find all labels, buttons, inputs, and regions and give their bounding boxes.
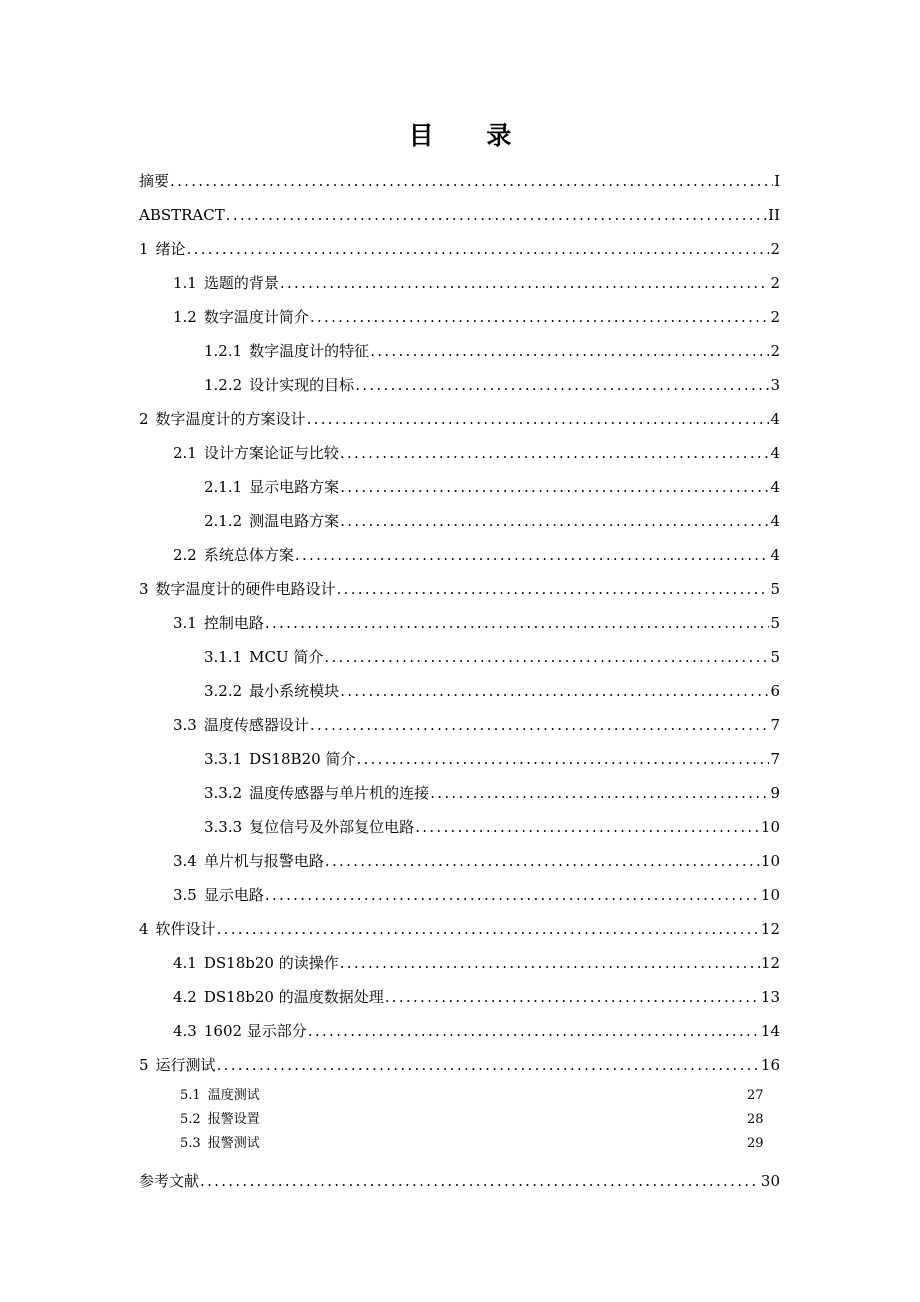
toc-entry-title: MCU 简介: [249, 648, 324, 666]
toc-page-number: 12: [760, 954, 780, 972]
toc-entry-number: 1.2: [173, 308, 197, 326]
toc-entry-number: 1.1: [173, 274, 197, 292]
toc-entry-number: 3.1: [173, 614, 197, 632]
toc-entry[interactable]: [139, 402, 780, 436]
toc-entry[interactable]: [139, 1132, 780, 1156]
toc-entry[interactable]: [139, 1084, 780, 1108]
toc-entry-title: 复位信号及外部复位电路: [249, 818, 415, 836]
dot-leader: [280, 266, 770, 300]
toc-entry[interactable]: [139, 164, 780, 198]
dot-leader: [430, 776, 769, 810]
toc-entry[interactable]: [139, 980, 780, 1014]
toc-entry-number: 5: [139, 1056, 149, 1074]
toc-page-number: 14: [760, 1022, 780, 1040]
toc-entry[interactable]: [139, 266, 780, 300]
dot-leader: [370, 334, 769, 368]
toc-page-number: 10: [760, 818, 780, 836]
dot-leader: [355, 368, 769, 402]
toc-entry-title: 报警测试: [207, 1136, 260, 1151]
toc-entry[interactable]: [139, 1164, 780, 1198]
dot-leader: [308, 1014, 760, 1048]
toc-page-number: 4: [770, 546, 780, 564]
dot-leader: [310, 300, 770, 334]
dot-leader: [340, 504, 769, 538]
toc-entry-title: 测温电路方案: [249, 512, 340, 530]
toc-entry-title: 温度传感器与单片机的连接: [249, 784, 430, 802]
toc-entry-number: 1: [139, 240, 149, 258]
toc-page-number: 28: [747, 1112, 764, 1127]
toc-entry[interactable]: [139, 674, 780, 708]
dot-leader: [340, 946, 760, 980]
toc-entry-number: 2.1: [173, 444, 197, 462]
dot-leader: [340, 436, 770, 470]
toc-entry-title: 报警设置: [207, 1112, 260, 1127]
toc-entry-number: 3.5: [173, 886, 197, 904]
toc-entry[interactable]: [139, 1048, 780, 1082]
toc-page-number: 10: [760, 886, 780, 904]
toc-entry-number: 2.1.1: [204, 478, 243, 496]
dot-leader: [340, 674, 769, 708]
dot-leader: [415, 810, 760, 844]
toc-page-number: 13: [760, 988, 780, 1006]
toc-entry-number: 2.1.2: [204, 512, 243, 530]
toc-entry[interactable]: [139, 776, 780, 810]
toc-page-number: 4: [770, 444, 780, 462]
toc-page-number: II: [768, 206, 780, 224]
toc-page-number: 5: [770, 580, 780, 598]
toc-page-number: 2: [770, 308, 780, 326]
toc-entry[interactable]: [139, 708, 780, 742]
toc-entry[interactable]: [139, 606, 780, 640]
toc-entry-number: 5.3: [180, 1136, 201, 1151]
toc-entry-title: 显示电路方案: [249, 478, 340, 496]
toc-entry[interactable]: [139, 334, 780, 368]
toc-page-number: 29: [747, 1136, 764, 1151]
dot-leader: [295, 538, 770, 572]
toc-entry-number: 5.1: [180, 1088, 201, 1103]
toc-entry-number: 3.1.1: [204, 648, 243, 666]
toc-entry-number: 3.2.2: [204, 682, 243, 700]
toc-page-number: 5: [770, 648, 780, 666]
toc-entry-number: 2: [139, 410, 149, 428]
dot-leader: [324, 640, 769, 674]
toc-entry-number: 5.2: [180, 1112, 201, 1127]
toc-entry-number: 4: [139, 920, 149, 938]
toc-entry-title: 绪论: [155, 240, 186, 258]
toc-entry-title: 设计实现的目标: [249, 376, 355, 394]
toc-entry-title: 数字温度计的硬件电路设计: [155, 580, 336, 598]
toc-entry-title: 数字温度计的方案设计: [155, 410, 306, 428]
dot-leader: [217, 912, 760, 946]
toc-entry-number: 1.2.1: [204, 342, 243, 360]
toc-page-number: 4: [770, 478, 780, 496]
dot-leader: [265, 878, 760, 912]
toc-entry[interactable]: [139, 1014, 780, 1048]
toc-entry-title: 显示电路: [203, 886, 264, 904]
dot-leader: [385, 980, 760, 1014]
toc-entry-number: 4.3: [173, 1022, 197, 1040]
toc-entry-title: 数字温度计的特征: [249, 342, 370, 360]
toc-entry-title: 摘要: [139, 172, 170, 190]
dot-leader: [340, 470, 769, 504]
toc-page-number: 30: [760, 1172, 780, 1190]
dot-leader: [170, 164, 773, 198]
toc-entry[interactable]: [139, 470, 780, 504]
toc-entry-number: 3.3.2: [204, 784, 243, 802]
toc-entry-title: 最小系统模块: [249, 682, 340, 700]
toc-entry[interactable]: [139, 232, 780, 266]
dot-leader: [307, 402, 770, 436]
toc-page-number: 16: [760, 1056, 780, 1074]
dot-leader: [325, 844, 760, 878]
toc-entry-title: 系统总体方案: [203, 546, 294, 564]
toc-page-number: 6: [770, 682, 780, 700]
toc-page-number: 12: [760, 920, 780, 938]
toc-entry-title: DS18b20 的读操作: [203, 954, 339, 972]
toc-entry-number: 3.4: [173, 852, 197, 870]
toc-page-number: 4: [770, 410, 780, 428]
dot-leader: [217, 1048, 760, 1082]
toc-entry-number: 4.1: [173, 954, 197, 972]
toc-entry[interactable]: [139, 1108, 780, 1132]
toc-page-number: I: [774, 172, 780, 190]
toc-entry[interactable]: [139, 912, 780, 946]
toc-entry-title: 选题的背景: [203, 274, 279, 292]
toc-entry-number: 4.2: [173, 988, 197, 1006]
dot-leader: [200, 1164, 760, 1198]
toc-entry[interactable]: [139, 572, 780, 606]
toc-entry[interactable]: [139, 300, 780, 334]
dot-leader: [187, 232, 770, 266]
toc-entry-title: 设计方案论证与比较: [203, 444, 339, 462]
toc-entry[interactable]: [139, 504, 780, 538]
dot-leader: [310, 708, 770, 742]
toc-entry-number: 1.2.2: [204, 376, 243, 394]
toc-page-number: 2: [770, 342, 780, 360]
toc-entry-number: 2.2: [173, 546, 197, 564]
toc-entry[interactable]: [139, 878, 780, 912]
toc-page-number: 5: [770, 614, 780, 632]
toc-page-number: 2: [770, 274, 780, 292]
toc-page-number: 7: [770, 750, 780, 768]
toc-entry[interactable]: [139, 198, 780, 232]
toc-page-number: 10: [760, 852, 780, 870]
toc-page-number: 27: [747, 1088, 764, 1103]
dot-leader: [337, 572, 770, 606]
toc-entry-title: 数字温度计简介: [203, 308, 309, 326]
toc-entry-number: 3: [139, 580, 149, 598]
toc-entry-title: DS18B20 简介: [249, 750, 356, 768]
toc-title: 目 录: [408, 121, 534, 150]
toc-entry[interactable]: [139, 640, 780, 674]
toc-page-number: 7: [770, 716, 780, 734]
toc-entry[interactable]: [139, 810, 780, 844]
toc-page-number: 4: [770, 512, 780, 530]
toc-entry-title: 参考文献: [139, 1172, 200, 1190]
toc-entry[interactable]: [139, 946, 780, 980]
toc-entry-title: 1602 显示部分: [203, 1022, 307, 1040]
toc-entry-title: DS18b20 的温度数据处理: [203, 988, 384, 1006]
toc-page-number: 3: [770, 376, 780, 394]
toc-entry-title: ABSTRACT: [139, 206, 225, 224]
table-of-contents: [139, 164, 780, 1198]
toc-entry[interactable]: [139, 844, 780, 878]
toc-entry-title: 温度测试: [207, 1088, 260, 1103]
toc-entry-title: 控制电路: [203, 614, 264, 632]
toc-entry-number: 3.3.3: [204, 818, 243, 836]
dot-leader: [226, 198, 767, 232]
toc-entry-title: 运行测试: [155, 1056, 216, 1074]
toc-page-number: 2: [770, 240, 780, 258]
toc-entry-title: 软件设计: [155, 920, 216, 938]
toc-entry[interactable]: [139, 742, 780, 776]
toc-entry-number: 3.3.1: [204, 750, 243, 768]
toc-entry[interactable]: [139, 538, 780, 572]
toc-entry-number: 3.3: [173, 716, 197, 734]
toc-page-number: 9: [770, 784, 780, 802]
toc-entry-title: 温度传感器设计: [203, 716, 309, 734]
toc-entry[interactable]: [139, 436, 780, 470]
toc-entry-title: 单片机与报警电路: [203, 852, 324, 870]
dot-leader: [356, 742, 769, 776]
dot-leader: [265, 606, 770, 640]
toc-entry[interactable]: [139, 368, 780, 402]
